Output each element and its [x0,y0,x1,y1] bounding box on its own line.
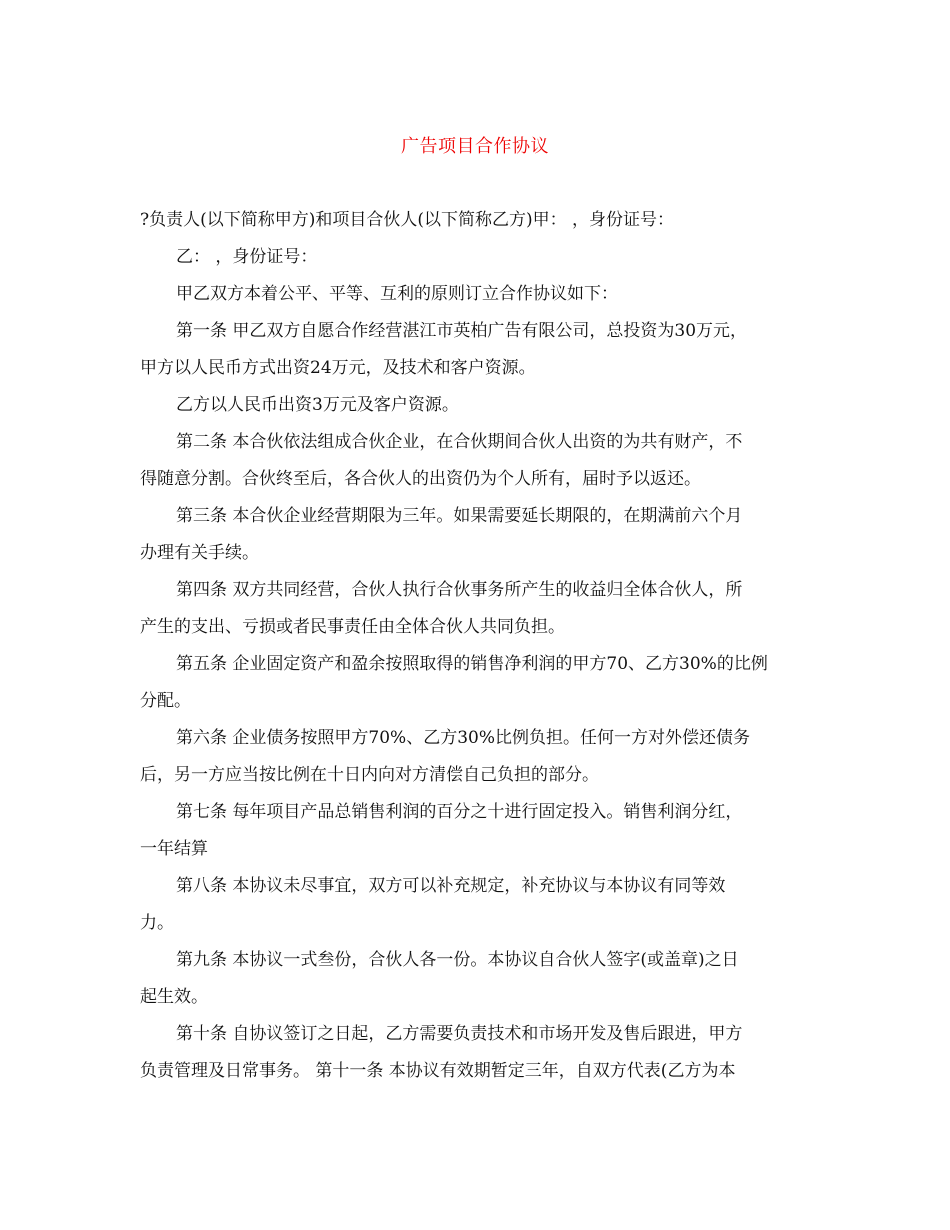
paragraph-line: 一年结算 [140,839,208,859]
paragraph-line: 分配。 [140,691,191,711]
paragraph-line: 乙方以人民币出资3万元及客户资源。 [176,395,459,415]
paragraph-line: 甲方以人民币方式出资24万元，及技术和客户资源。 [140,358,536,378]
paragraph-line: 第五条 企业固定资产和盈余按照取得的销售净利润的甲方70、乙方30%的比例 [176,654,768,674]
paragraph-line: 产生的支出、亏损或者民事责任由全体合伙人共同负担。 [140,617,565,637]
paragraph-line: 办理有关手续。 [140,543,259,563]
paragraph-line: 第一条 甲乙双方自愿合作经营湛江市英柏广告有限公司，总投资为30万元， [176,321,748,341]
paragraph-line: 第七条 每年项目产品总销售利润的百分之十进行固定投入。销售利润分红， [176,802,743,822]
paragraph-line: 第八条 本协议未尽事宜，双方可以补充规定，补充协议与本协议有同等效 [176,876,726,896]
paragraph-line: ?负责人(以下简称甲方)和项目合伙人(以下简称乙方)甲： ，身份证号： [140,210,675,230]
paragraph-line: 第十条 自协议签订之日起，乙方需要负责技术和市场开发及售后跟进，甲方 [176,1024,743,1044]
paragraph-line: 第三条 本合伙企业经营期限为三年。如果需要延长期限的，在期满前六个月 [176,506,743,526]
paragraph-line: 负责管理及日常事务。 第十一条 本协议有效期暂定三年，自双方代表(乙方为本 [140,1061,736,1081]
paragraph-line: 第四条 双方共同经营，合伙人执行合伙事务所产生的收益归全体合伙人，所 [176,580,743,600]
paragraph-line: 第二条 本合伙依法组成合伙企业，在合伙期间合伙人出资的为共有财产，不 [176,432,743,452]
paragraph-line: 乙： ，身份证号： [176,247,318,267]
document-body [140,202,815,1090]
paragraph-line: 后，另一方应当按比例在十日内向对方清偿自己负担的部分。 [140,765,599,785]
paragraph-line: 第九条 本协议一式叁份，合伙人各一份。本协议自合伙人签字(或盖章)之日 [176,950,739,970]
paragraph-line: 力。 [140,913,174,933]
paragraph-line: 起生效。 [140,987,208,1007]
paragraph-line: 甲乙双方本着公平、平等、互利的原则订立合作协议如下： [176,284,618,304]
paragraph-line: 第六条 企业债务按照甲方70%、乙方30%比例负担。任何一方对外偿还债务 [176,728,750,748]
document-title: 广告项目合作协议 [401,136,549,157]
paragraph-line: 得随意分割。合伙终至后，各合伙人的出资仍为个人所有，届时予以返还。 [140,469,701,489]
